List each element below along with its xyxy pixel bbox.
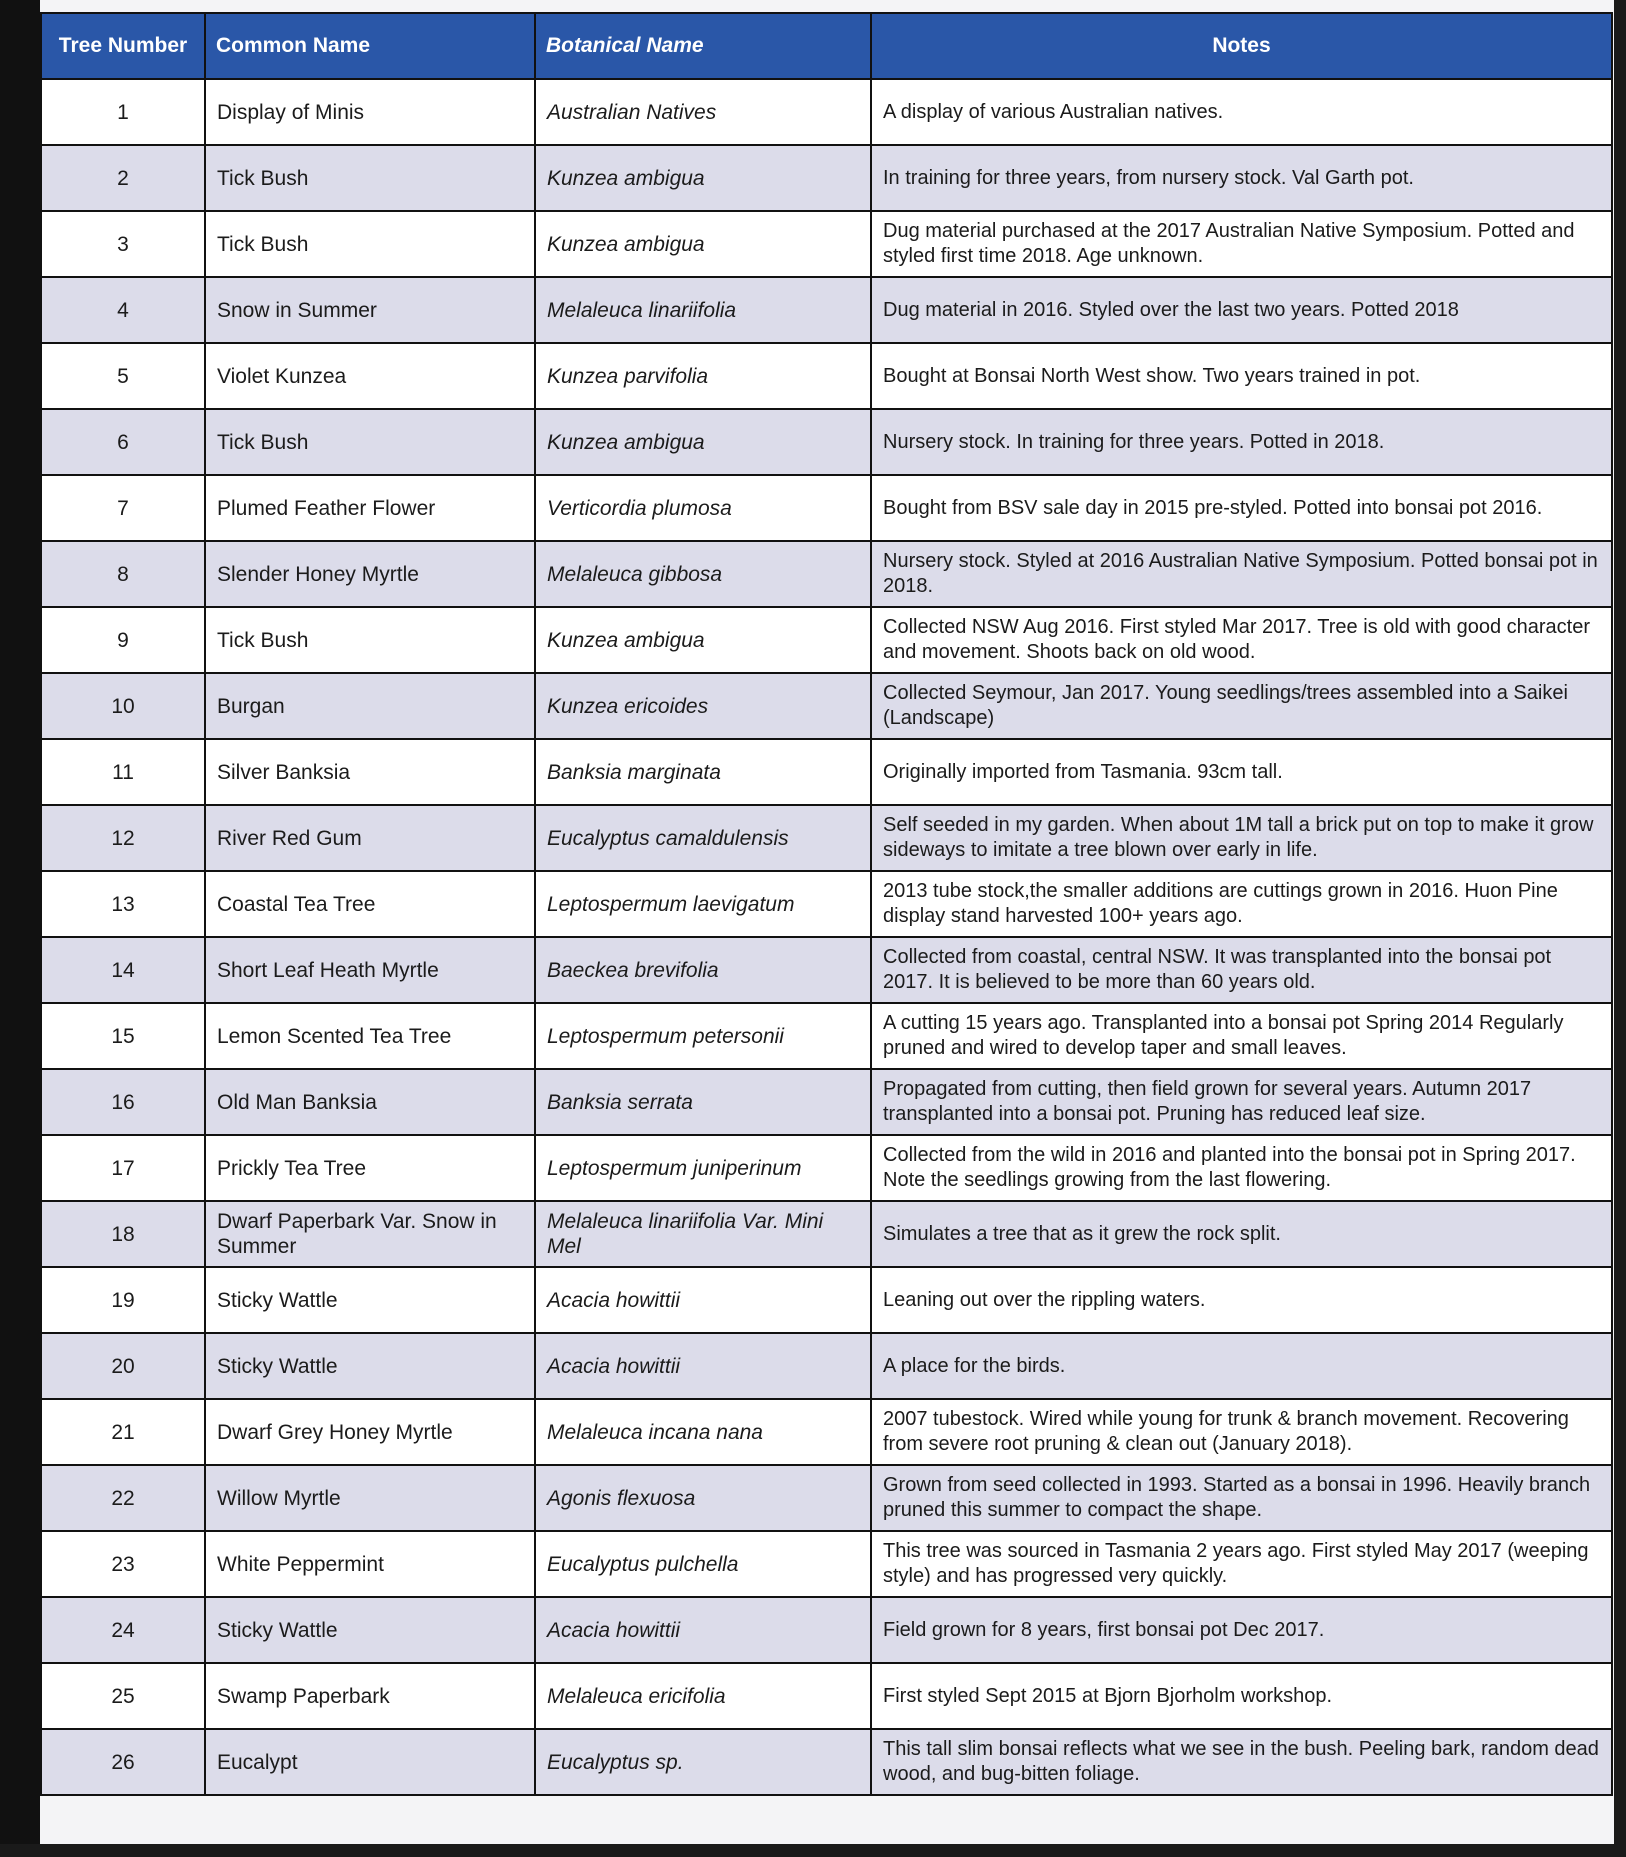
table-row bbox=[41, 1267, 1612, 1333]
botanical-name-cell: Kunzea ambigua bbox=[535, 409, 871, 475]
tree-number-cell: 14 bbox=[41, 937, 205, 1003]
table-row bbox=[41, 145, 1612, 211]
tree-number-cell: 15 bbox=[41, 1003, 205, 1069]
common-name-cell: Tick Bush bbox=[205, 211, 535, 277]
table-row bbox=[41, 1465, 1612, 1531]
common-name-cell: Prickly Tea Tree bbox=[205, 1135, 535, 1201]
common-name-cell: Dwarf Grey Honey Myrtle bbox=[205, 1399, 535, 1465]
common-name-cell: Short Leaf Heath Myrtle bbox=[205, 937, 535, 1003]
table-row bbox=[41, 211, 1612, 277]
notes-cell: Grown from seed collected in 1993. Started as a bonsai in 1996. Heavily branch pruned this summer to compact the shape. bbox=[871, 1465, 1612, 1531]
common-name-cell: Display of Minis bbox=[205, 79, 535, 145]
botanical-name-cell: Baeckea brevifolia bbox=[535, 937, 871, 1003]
table-row bbox=[41, 1201, 1612, 1267]
notes-cell: Collected NSW Aug 2016. First styled Mar 2017. Tree is old with good character and movement. Shoots back on old wood. bbox=[871, 607, 1612, 673]
common-name-cell: Slender Honey Myrtle bbox=[205, 541, 535, 607]
table-row bbox=[41, 79, 1612, 145]
tree-number-cell: 23 bbox=[41, 1531, 205, 1597]
botanical-name-cell: Leptospermum laevigatum bbox=[535, 871, 871, 937]
header-row bbox=[41, 13, 1612, 79]
notes-cell: A place for the birds. bbox=[871, 1333, 1612, 1399]
header-notes: Notes bbox=[871, 13, 1612, 79]
notes-cell: 2013 tube stock,the smaller additions are cuttings grown in 2016. Huon Pine display stand harvested 100+ years ago. bbox=[871, 871, 1612, 937]
table-row bbox=[41, 607, 1612, 673]
common-name-cell: Silver Banksia bbox=[205, 739, 535, 805]
botanical-name-cell: Acacia howittii bbox=[535, 1597, 871, 1663]
tree-number-cell: 3 bbox=[41, 211, 205, 277]
notes-cell: Self seeded in my garden. When about 1M tall a brick put on top to make it grow sideways to imitate a tree blown over early in life. bbox=[871, 805, 1612, 871]
common-name-cell: Tick Bush bbox=[205, 409, 535, 475]
tree-number-cell: 9 bbox=[41, 607, 205, 673]
scan-left-edge bbox=[0, 0, 40, 1857]
notes-cell: Collected from the wild in 2016 and planted into the bonsai pot in Spring 2017. Note the seedlings growing from the last flowering. bbox=[871, 1135, 1612, 1201]
notes-cell: Collected from coastal, central NSW. It was transplanted into the bonsai pot 2017. It is believed to be more than 60 years old. bbox=[871, 937, 1612, 1003]
notes-cell: 2007 tubestock. Wired while young for trunk & branch movement. Recovering from severe root pruning & clean out (January 2018). bbox=[871, 1399, 1612, 1465]
tree-number-cell: 17 bbox=[41, 1135, 205, 1201]
tree-number-cell: 12 bbox=[41, 805, 205, 871]
header-botanical-name: Botanical Name bbox=[535, 13, 871, 79]
header-tree-number: Tree Number bbox=[41, 13, 205, 79]
notes-cell: Leaning out over the rippling waters. bbox=[871, 1267, 1612, 1333]
tree-number-cell: 25 bbox=[41, 1663, 205, 1729]
notes-cell: This tree was sourced in Tasmania 2 years ago. First styled May 2017 (weeping style) and has progressed very quickly. bbox=[871, 1531, 1612, 1597]
common-name-cell: Eucalypt bbox=[205, 1729, 535, 1795]
tree-number-cell: 5 bbox=[41, 343, 205, 409]
notes-cell: A display of various Australian natives. bbox=[871, 79, 1612, 145]
notes-cell: Bought from BSV sale day in 2015 pre-styled. Potted into bonsai pot 2016. bbox=[871, 475, 1612, 541]
table-row bbox=[41, 937, 1612, 1003]
table-row bbox=[41, 1135, 1612, 1201]
botanical-name-cell: Melaleuca incana nana bbox=[535, 1399, 871, 1465]
common-name-cell: River Red Gum bbox=[205, 805, 535, 871]
tree-number-cell: 10 bbox=[41, 673, 205, 739]
table-row bbox=[41, 277, 1612, 343]
common-name-cell: White Peppermint bbox=[205, 1531, 535, 1597]
common-name-cell: Swamp Paperbark bbox=[205, 1663, 535, 1729]
common-name-cell: Old Man Banksia bbox=[205, 1069, 535, 1135]
notes-cell: Dug material in 2016. Styled over the last two years. Potted 2018 bbox=[871, 277, 1612, 343]
table-row bbox=[41, 409, 1612, 475]
notes-cell: Collected Seymour, Jan 2017. Young seedlings/trees assembled into a Saikei (Landscape) bbox=[871, 673, 1612, 739]
botanical-name-cell: Australian Natives bbox=[535, 79, 871, 145]
botanical-name-cell: Agonis flexuosa bbox=[535, 1465, 871, 1531]
table-row bbox=[41, 1597, 1612, 1663]
header-common-name: Common Name bbox=[205, 13, 535, 79]
table-row bbox=[41, 1531, 1612, 1597]
notes-cell: Dug material purchased at the 2017 Australian Native Symposium. Potted and styled first time 2018. Age unknown. bbox=[871, 211, 1612, 277]
notes-cell: This tall slim bonsai reflects what we see in the bush. Peeling bark, random dead wood, and bug-bitten foliage. bbox=[871, 1729, 1612, 1795]
common-name-cell: Burgan bbox=[205, 673, 535, 739]
botanical-name-cell: Melaleuca gibbosa bbox=[535, 541, 871, 607]
botanical-name-cell: Melaleuca linariifolia Var. Mini Mel bbox=[535, 1201, 871, 1267]
common-name-cell: Lemon Scented Tea Tree bbox=[205, 1003, 535, 1069]
notes-cell: A cutting 15 years ago. Transplanted into a bonsai pot Spring 2014 Regularly pruned and wired to develop taper and small leaves. bbox=[871, 1003, 1612, 1069]
common-name-cell: Sticky Wattle bbox=[205, 1267, 535, 1333]
botanical-name-cell: Banksia marginata bbox=[535, 739, 871, 805]
scan-right-edge bbox=[1614, 0, 1626, 1857]
botanical-name-cell: Eucalyptus sp. bbox=[535, 1729, 871, 1795]
tree-number-cell: 1 bbox=[41, 79, 205, 145]
common-name-cell: Coastal Tea Tree bbox=[205, 871, 535, 937]
botanical-name-cell: Kunzea ericoides bbox=[535, 673, 871, 739]
table-row bbox=[41, 673, 1612, 739]
tree-number-cell: 18 bbox=[41, 1201, 205, 1267]
botanical-name-cell: Melaleuca linariifolia bbox=[535, 277, 871, 343]
botanical-name-cell: Acacia howittii bbox=[535, 1267, 871, 1333]
notes-cell: Simulates a tree that as it grew the rock split. bbox=[871, 1201, 1612, 1267]
common-name-cell: Willow Myrtle bbox=[205, 1465, 535, 1531]
botanical-name-cell: Kunzea ambigua bbox=[535, 211, 871, 277]
tree-number-cell: 11 bbox=[41, 739, 205, 805]
tree-number-cell: 26 bbox=[41, 1729, 205, 1795]
notes-cell: Bought at Bonsai North West show. Two years trained in pot. bbox=[871, 343, 1612, 409]
scan-bottom-edge bbox=[0, 1844, 1626, 1857]
botanical-name-cell: Eucalyptus camaldulensis bbox=[535, 805, 871, 871]
table-row bbox=[41, 475, 1612, 541]
table-row bbox=[41, 541, 1612, 607]
table-row bbox=[41, 1729, 1612, 1795]
notes-cell: Propagated from cutting, then field grown for several years. Autumn 2017 transplanted into a bonsai pot. Pruning has reduced leaf size. bbox=[871, 1069, 1612, 1135]
botanical-name-cell: Eucalyptus pulchella bbox=[535, 1531, 871, 1597]
table-row bbox=[41, 1069, 1612, 1135]
tree-number-cell: 6 bbox=[41, 409, 205, 475]
notes-cell: Field grown for 8 years, first bonsai pot Dec 2017. bbox=[871, 1597, 1612, 1663]
notes-cell: Nursery stock. In training for three years. Potted in 2018. bbox=[871, 409, 1612, 475]
table-row bbox=[41, 871, 1612, 937]
table-row bbox=[41, 1663, 1612, 1729]
tree-number-cell: 22 bbox=[41, 1465, 205, 1531]
table-row bbox=[41, 805, 1612, 871]
tree-number-cell: 7 bbox=[41, 475, 205, 541]
notes-cell: In training for three years, from nursery stock. Val Garth pot. bbox=[871, 145, 1612, 211]
tree-number-cell: 13 bbox=[41, 871, 205, 937]
botanical-name-cell: Banksia serrata bbox=[535, 1069, 871, 1135]
notes-cell: Nursery stock. Styled at 2016 Australian Native Symposium. Potted bonsai pot in 2018. bbox=[871, 541, 1612, 607]
tree-number-cell: 16 bbox=[41, 1069, 205, 1135]
notes-cell: First styled Sept 2015 at Bjorn Bjorholm workshop. bbox=[871, 1663, 1612, 1729]
botanical-name-cell: Acacia howittii bbox=[535, 1333, 871, 1399]
botanical-name-cell: Leptospermum juniperinum bbox=[535, 1135, 871, 1201]
tree-number-cell: 2 bbox=[41, 145, 205, 211]
notes-cell: Originally imported from Tasmania. 93cm tall. bbox=[871, 739, 1612, 805]
common-name-cell: Dwarf Paperbark Var. Snow in Summer bbox=[205, 1201, 535, 1267]
table-row bbox=[41, 343, 1612, 409]
tree-number-cell: 20 bbox=[41, 1333, 205, 1399]
common-name-cell: Snow in Summer bbox=[205, 277, 535, 343]
common-name-cell: Tick Bush bbox=[205, 145, 535, 211]
botanical-name-cell: Kunzea ambigua bbox=[535, 145, 871, 211]
tree-list-table bbox=[40, 12, 1613, 1796]
table-body bbox=[41, 79, 1612, 1795]
table-row bbox=[41, 739, 1612, 805]
tree-number-cell: 19 bbox=[41, 1267, 205, 1333]
common-name-cell: Sticky Wattle bbox=[205, 1597, 535, 1663]
botanical-name-cell: Leptospermum petersonii bbox=[535, 1003, 871, 1069]
table-row bbox=[41, 1333, 1612, 1399]
botanical-name-cell: Verticordia plumosa bbox=[535, 475, 871, 541]
botanical-name-cell: Melaleuca ericifolia bbox=[535, 1663, 871, 1729]
common-name-cell: Tick Bush bbox=[205, 607, 535, 673]
tree-number-cell: 8 bbox=[41, 541, 205, 607]
table-row bbox=[41, 1399, 1612, 1465]
common-name-cell: Plumed Feather Flower bbox=[205, 475, 535, 541]
common-name-cell: Sticky Wattle bbox=[205, 1333, 535, 1399]
tree-number-cell: 24 bbox=[41, 1597, 205, 1663]
common-name-cell: Violet Kunzea bbox=[205, 343, 535, 409]
botanical-name-cell: Kunzea parvifolia bbox=[535, 343, 871, 409]
table-header bbox=[41, 13, 1612, 79]
botanical-name-cell: Kunzea ambigua bbox=[535, 607, 871, 673]
tree-number-cell: 21 bbox=[41, 1399, 205, 1465]
tree-number-cell: 4 bbox=[41, 277, 205, 343]
table-row bbox=[41, 1003, 1612, 1069]
